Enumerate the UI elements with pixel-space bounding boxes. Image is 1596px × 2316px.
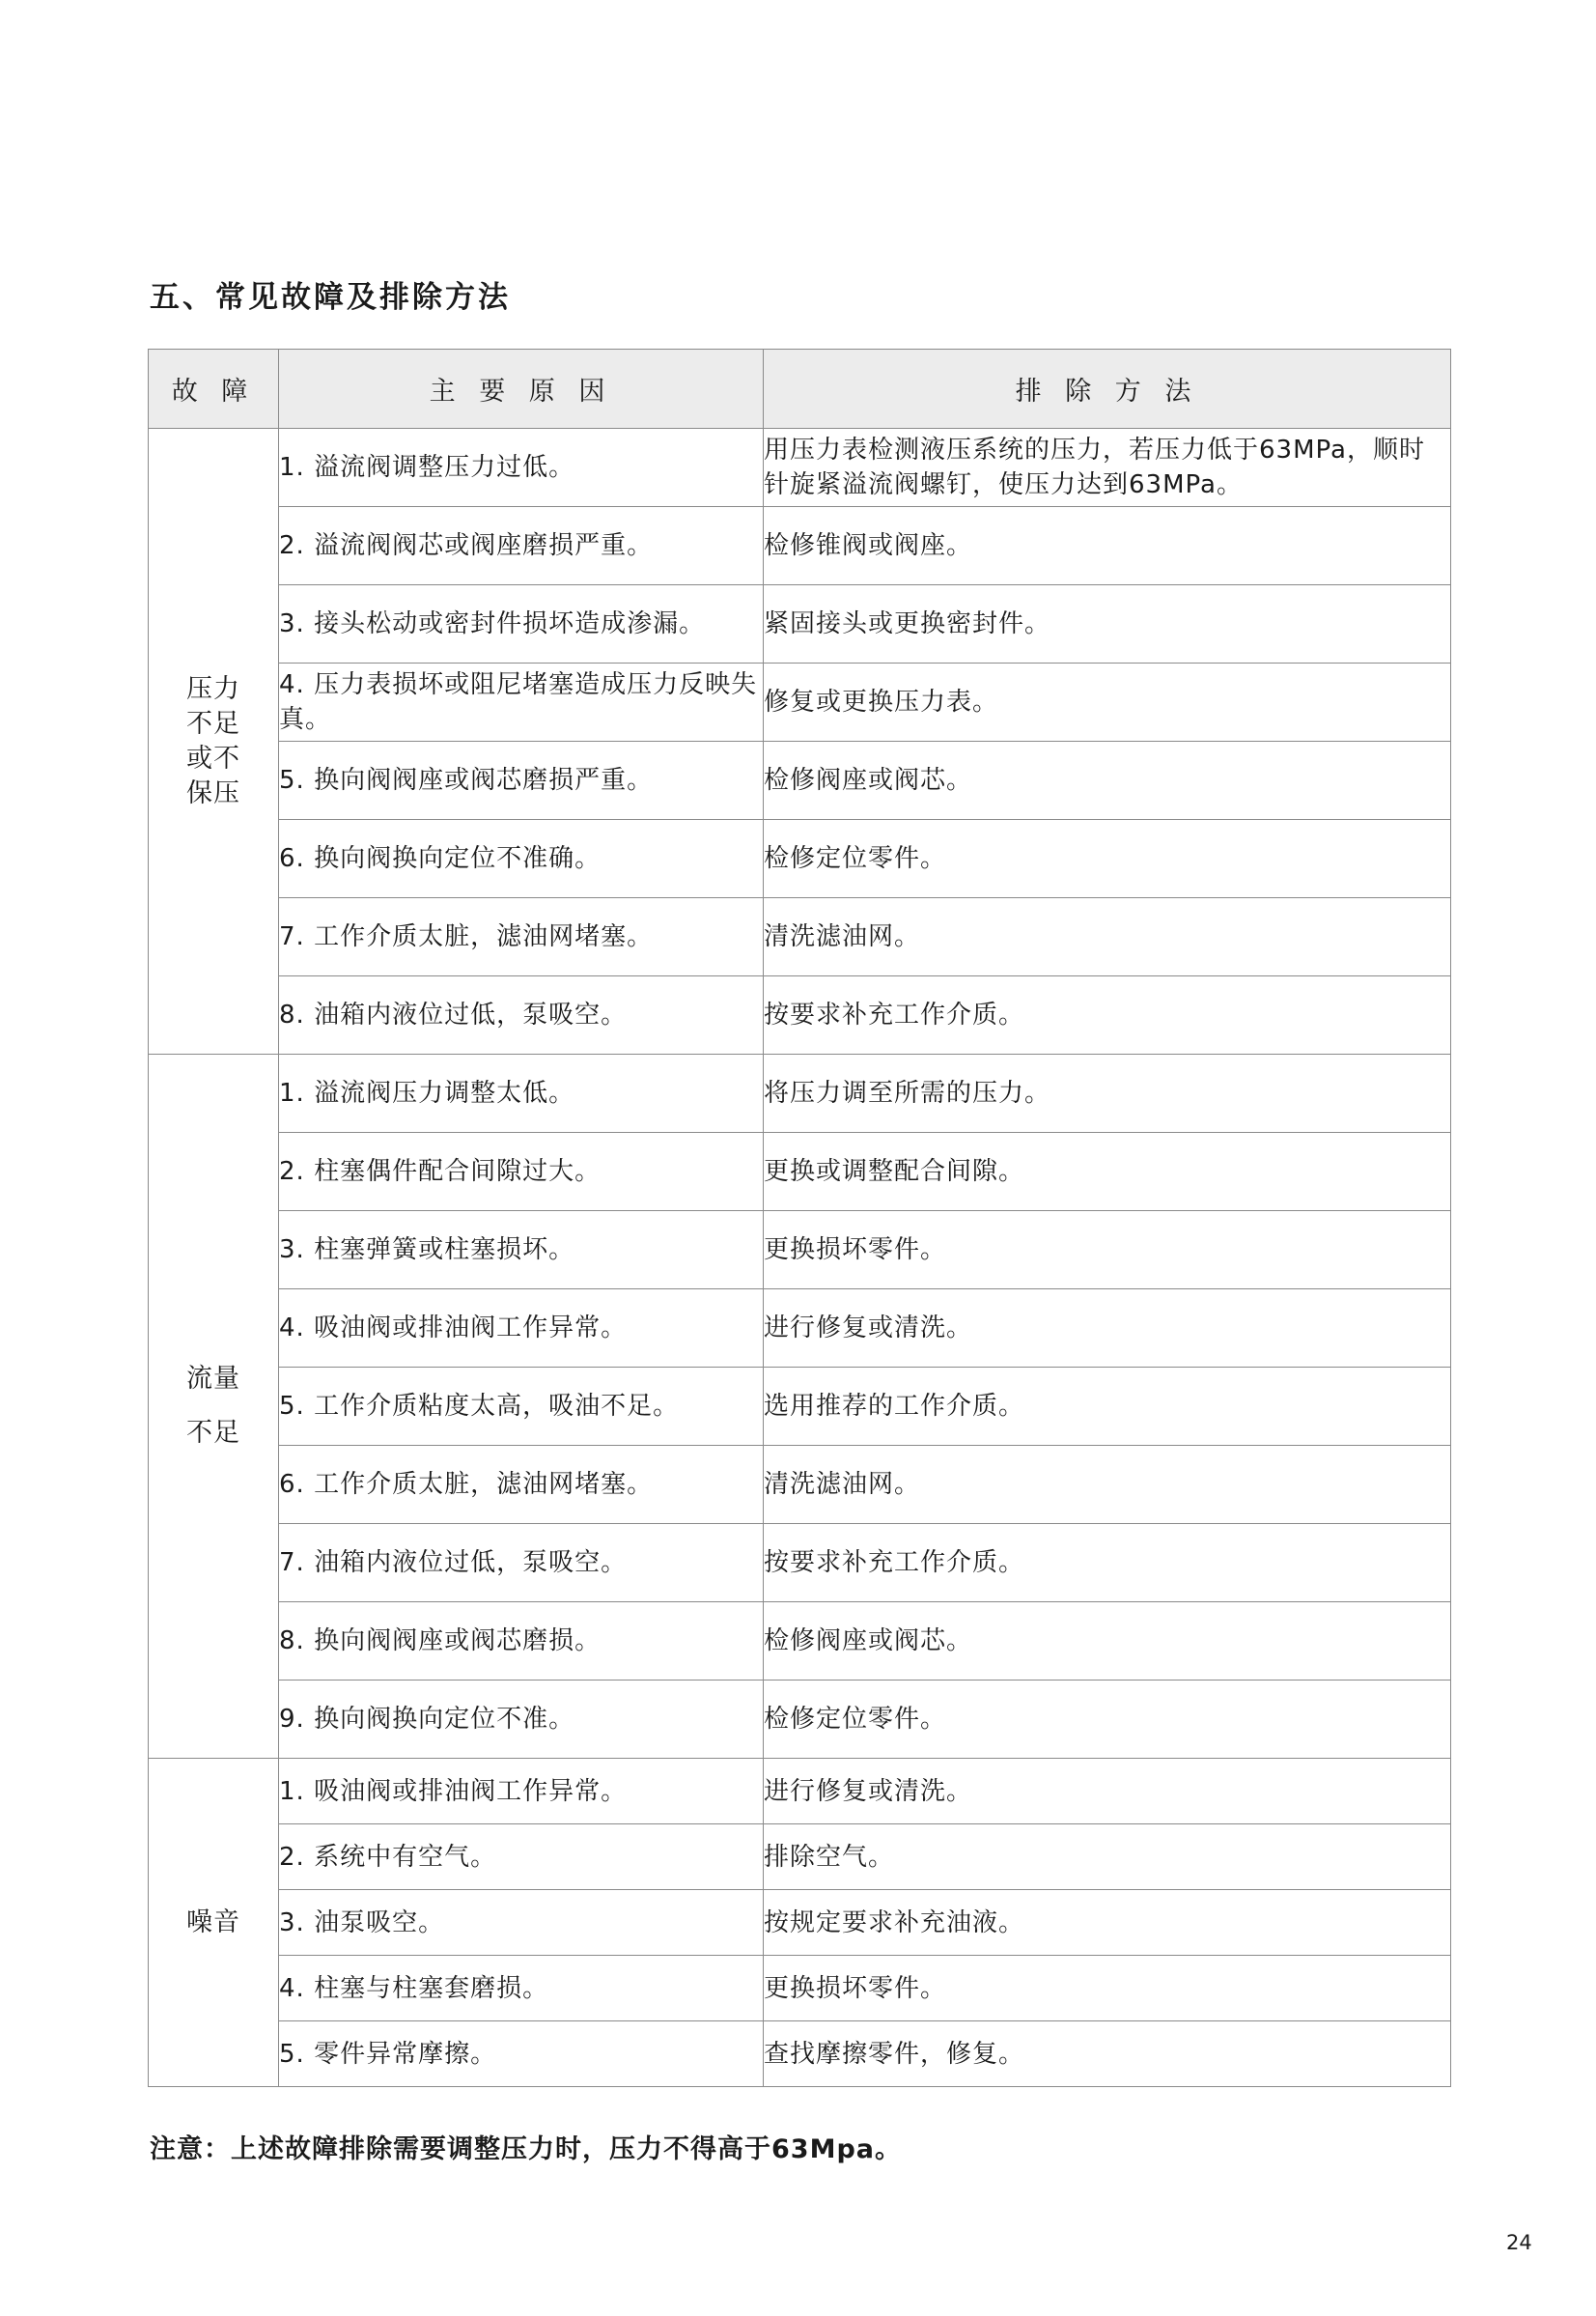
table-row <box>149 898 1451 976</box>
page-number: 24 <box>1506 2231 1532 2254</box>
header-cause: 主 要 原 因 <box>279 350 764 429</box>
table-row <box>149 1289 1451 1368</box>
table-row <box>149 1602 1451 1681</box>
cause-cell: 1. 溢流阀压力调整太低。 <box>279 1055 764 1133</box>
fault-line: 或不 <box>186 743 240 774</box>
table-row <box>149 820 1451 898</box>
fault-cell-flow <box>149 1055 279 1759</box>
table-row <box>149 507 1451 585</box>
table-row <box>149 429 1451 507</box>
table-row <box>149 1956 1451 2021</box>
fault-line: 流量 <box>186 1364 240 1394</box>
fix-cell: 进行修复或清洗。 <box>764 1759 1451 1824</box>
cause-cell: 7. 油箱内液位过低，泵吸空。 <box>279 1524 764 1602</box>
fix-cell: 用压力表检测液压系统的压力，若压力低于63MPa，顺时针旋紧溢流阀螺钉，使压力达到63MPa。 <box>764 429 1451 507</box>
table-row <box>149 1890 1451 1956</box>
cause-cell: 3. 柱塞弹簧或柱塞损坏。 <box>279 1211 764 1289</box>
cause-cell: 5. 零件异常摩擦。 <box>279 2021 764 2087</box>
table-row <box>149 976 1451 1055</box>
fix-cell: 更换损坏零件。 <box>764 1211 1451 1289</box>
fault-line: 不足 <box>186 708 240 739</box>
table-row <box>149 664 1451 742</box>
table-row <box>149 1055 1451 1133</box>
cause-cell: 1. 吸油阀或排油阀工作异常。 <box>279 1759 764 1824</box>
table-row <box>149 1824 1451 1890</box>
section-title: 五、常见故障及排除方法 <box>150 280 511 315</box>
cause-cell: 5. 换向阀阀座或阀芯磨损严重。 <box>279 742 764 820</box>
cause-cell: 2. 系统中有空气。 <box>279 1824 764 1890</box>
fix-cell: 按要求补充工作介质。 <box>764 976 1451 1055</box>
cause-cell: 9. 换向阀换向定位不准。 <box>279 1681 764 1759</box>
table-row <box>149 2021 1451 2087</box>
table-row <box>149 1681 1451 1759</box>
cause-cell: 4. 柱塞与柱塞套磨损。 <box>279 1956 764 2021</box>
fix-cell: 修复或更换压力表。 <box>764 664 1451 742</box>
cause-cell: 6. 工作介质太脏，滤油网堵塞。 <box>279 1446 764 1524</box>
table-row <box>149 1211 1451 1289</box>
fix-cell: 紧固接头或更换密封件。 <box>764 585 1451 664</box>
fix-cell: 进行修复或清洗。 <box>764 1289 1451 1368</box>
table-header-row <box>149 350 1451 429</box>
cause-cell: 7. 工作介质太脏，滤油网堵塞。 <box>279 898 764 976</box>
fault-line: 保压 <box>186 777 240 808</box>
fix-cell: 检修定位零件。 <box>764 820 1451 898</box>
table-row <box>149 585 1451 664</box>
fix-cell: 检修定位零件。 <box>764 1681 1451 1759</box>
fault-cell-pressure <box>149 429 279 1055</box>
fault-table <box>148 349 1451 2087</box>
fix-cell: 检修阀座或阀芯。 <box>764 1602 1451 1681</box>
header-fix: 排 除 方 法 <box>764 350 1451 429</box>
table-row <box>149 742 1451 820</box>
fix-cell: 更换损坏零件。 <box>764 1956 1451 2021</box>
table-row <box>149 1368 1451 1446</box>
fix-cell: 选用推荐的工作介质。 <box>764 1368 1451 1446</box>
cause-cell: 1. 溢流阀调整压力过低。 <box>279 429 764 507</box>
table-row <box>149 1133 1451 1211</box>
cause-cell: 4. 吸油阀或排油阀工作异常。 <box>279 1289 764 1368</box>
cause-cell: 3. 接头松动或密封件损坏造成渗漏。 <box>279 585 764 664</box>
table-row <box>149 1446 1451 1524</box>
fix-cell: 检修锥阀或阀座。 <box>764 507 1451 585</box>
fault-cell-noise <box>149 1759 279 2087</box>
cause-cell: 6. 换向阀换向定位不准确。 <box>279 820 764 898</box>
note-text: 注意：上述故障排除需要调整压力时，压力不得高于63Mpa。 <box>150 2134 902 2164</box>
fix-cell: 清洗滤油网。 <box>764 898 1451 976</box>
cause-cell: 5. 工作介质粘度太高，吸油不足。 <box>279 1368 764 1446</box>
fault-line: 不足 <box>186 1418 240 1448</box>
fix-cell: 按规定要求补充油液。 <box>764 1890 1451 1956</box>
header-fault: 故 障 <box>149 350 279 429</box>
cause-cell: 8. 换向阀阀座或阀芯磨损。 <box>279 1602 764 1681</box>
fix-cell: 按要求补充工作介质。 <box>764 1524 1451 1602</box>
fix-cell: 更换或调整配合间隙。 <box>764 1133 1451 1211</box>
cause-cell: 3. 油泵吸空。 <box>279 1890 764 1956</box>
fix-cell: 排除空气。 <box>764 1824 1451 1890</box>
fault-line: 噪音 <box>186 1906 240 1937</box>
cause-cell: 4. 压力表损坏或阻尼堵塞造成压力反映失真。 <box>279 664 764 742</box>
table-row <box>149 1524 1451 1602</box>
fix-cell: 将压力调至所需的压力。 <box>764 1055 1451 1133</box>
cause-cell: 2. 溢流阀阀芯或阀座磨损严重。 <box>279 507 764 585</box>
fix-cell: 检修阀座或阀芯。 <box>764 742 1451 820</box>
fix-cell: 查找摩擦零件，修复。 <box>764 2021 1451 2087</box>
cause-cell: 8. 油箱内液位过低，泵吸空。 <box>279 976 764 1055</box>
fault-line: 压力 <box>186 673 240 704</box>
table-row <box>149 1759 1451 1824</box>
cause-cell: 2. 柱塞偶件配合间隙过大。 <box>279 1133 764 1211</box>
fix-cell: 清洗滤油网。 <box>764 1446 1451 1524</box>
